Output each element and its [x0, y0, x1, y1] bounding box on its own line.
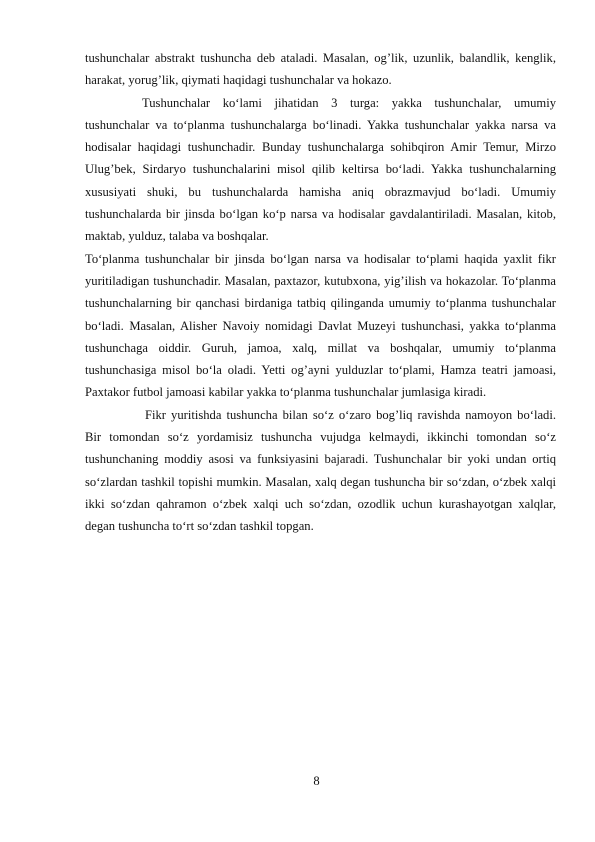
paragraph-continuation: tushunchalar abstrakt tushuncha deb ataladi. Masalan, og’lik, uzunlik, balandlik, kenglik, harakat, yorug’lik, qiymati haqidagi tushunchalar va hokazo. [85, 51, 556, 88]
page-number: 8 [313, 774, 320, 788]
body-text [85, 47, 556, 538]
paragraph-toplanma-tushunchalar: To‘planma tushunchalar bir jinsda bo‘lgan narsa va hodisalar to‘plami haqida yaxlit fikr yuritiladigan tushunchadir. Masalan, paxtazor, kutubxona, yig’ilish va hokazolar. To‘planma tushunchalarning bir qanchasi birdaniga tatbiq qilinganda umumiy to‘planma tushunchalar bo‘ladi. Masalan, Alisher Navoiy nomidagi Davlat Muzeyi tushunchasi, yakka to‘planma tushunchaga oiddir. Guruh, jamoa, xalq, millat va boshqalar, umumiy to‘planma tushunchasiga misol bo‘la oladi. Yetti og’ayni yulduzlar to‘plami, Hamza teatri jamoasi, Paxtakor futbol jamoasi kabilar yakka to‘planma tushunchalar jumlasiga kiradi. [85, 251, 556, 400]
paragraph-fikr-yuritishda: Fikr yuritishda tushuncha bilan so‘z o‘zaro bog’liq ravishda namoyon bo‘ladi. Bir tomondan so‘z yordamisiz tushuncha vujudga kelmaydi, ikkinchi tomondan so‘z tushunchaning moddiy asosi va funksiyasini bajaradi. Tushunchalar bir yoki undan ortiq so‘zlardan tashkil topishi mumkin. Masalan, xalq degan tushuncha bir so‘zdan, o‘zbek xalqi ikki so‘zdan qahramon o‘zbek xalqi uch so‘zdan, ozodlik uchun kurashayotgan xalqlar, degan tushuncha to‘rt so‘zdan tashkil topgan. [85, 407, 556, 534]
paragraph-tushunchalar-kolami: Tushunchalar ko‘lami jihatidan 3 turga: yakka tushunchalar, umumiy tushunchalar va to‘planma tushunchalarga bo‘linadi. Yakka tushunchalar yakka narsa va hodisalar haqidagi tushunchadir. Bunday tushunchalarga sohibqiron Amir Temur, Mirzo Ulug’bek, Sirdaryo tushunchalarini misol qilib keltirsa bo‘ladi. Yakka tushunchalarning xususiyati shuki, bu tushunchalarda hamisha aniq obrazmavjud bo‘ladi. Umumiy tushunchalarda bir jinsda bo‘lgan ko‘p narsa va hodisalar gavdalantiriladi. Masalan, kitob, maktab, yulduz, talaba va boshqalar. [85, 95, 556, 244]
